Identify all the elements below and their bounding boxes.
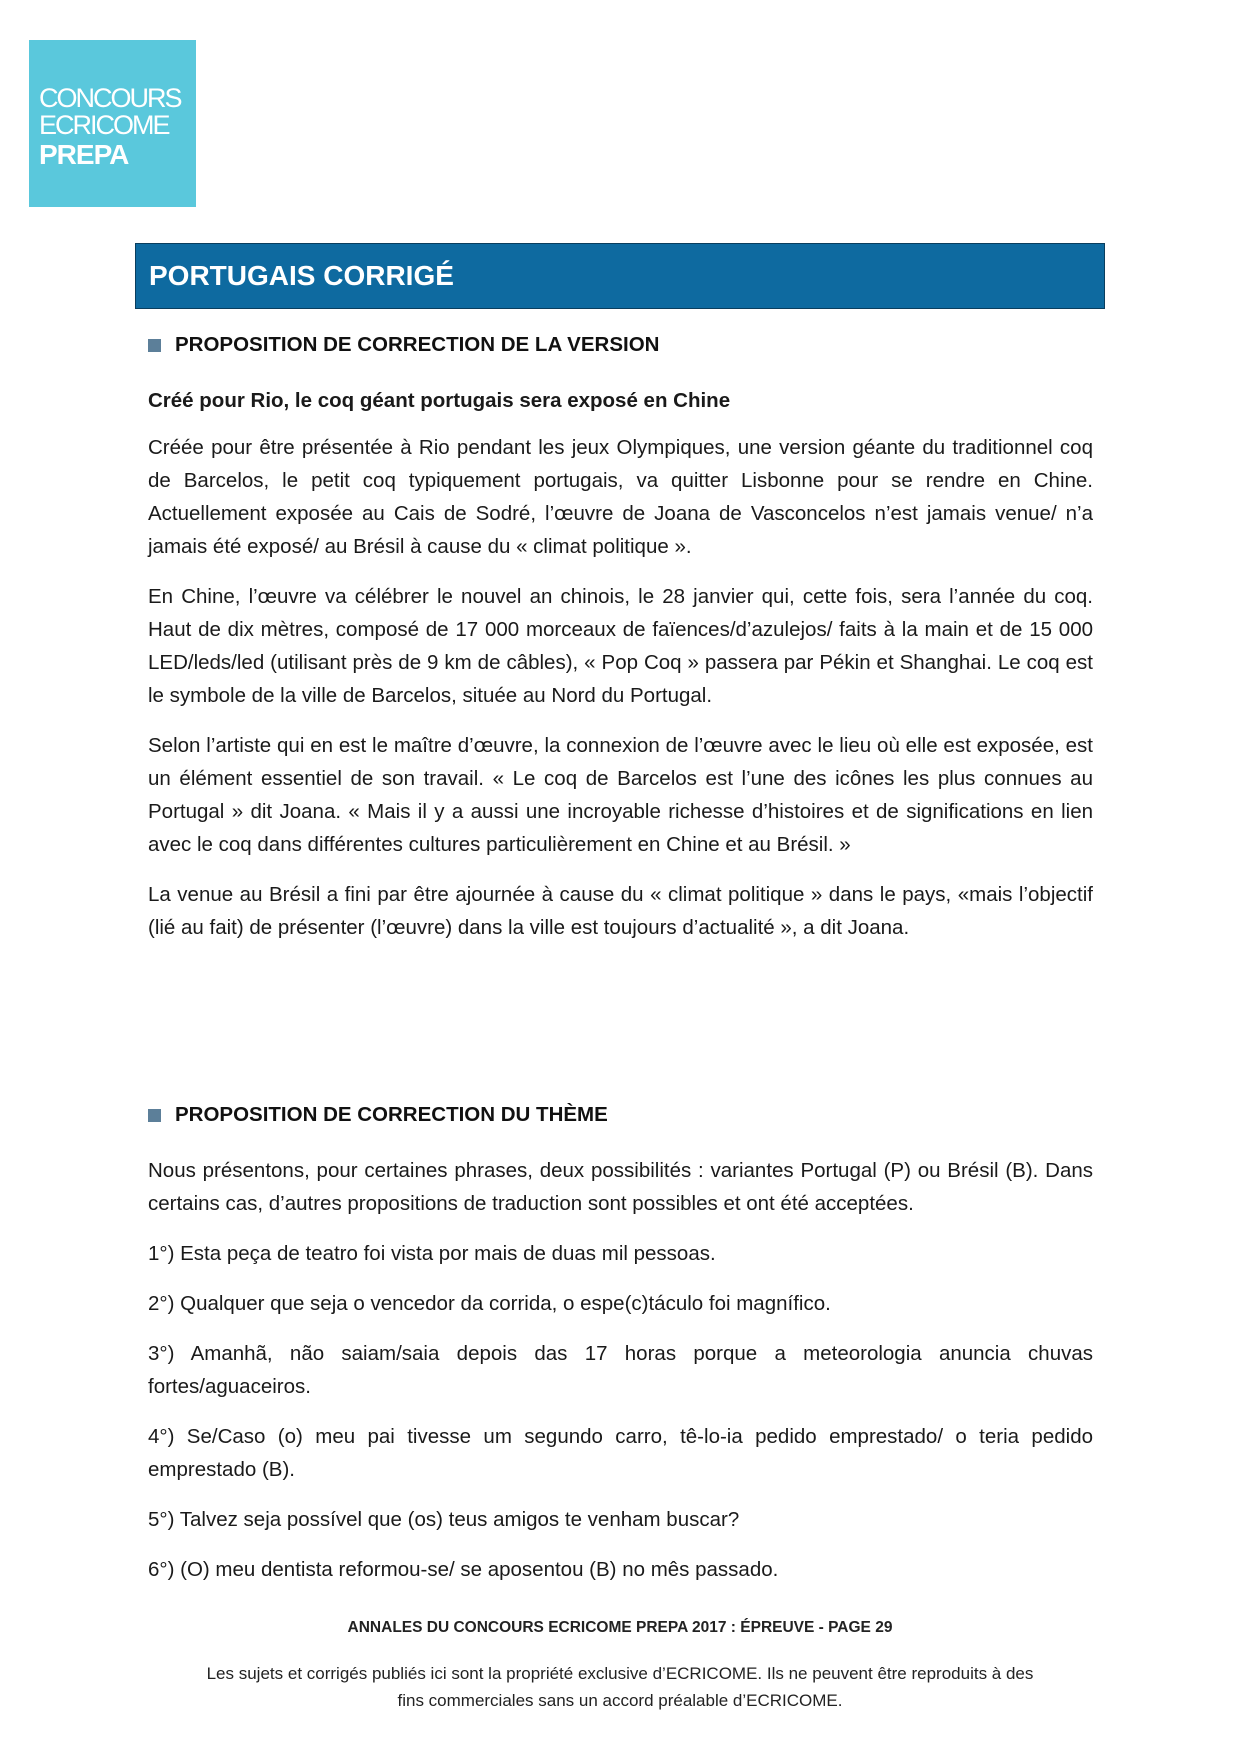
footer-legal-line: Les sujets et corrigés publiés ici sont la propriété exclusive d’ECRICOME. Ils ne peuvent être reproduits à des	[206, 1664, 1034, 1683]
version-content	[148, 384, 1093, 961]
square-bullet-icon	[148, 339, 161, 352]
version-subtitle: Créé pour Rio, le coq géant portugais sera exposé en Chine	[148, 389, 731, 412]
theme-heading-text: PROPOSITION DE CORRECTION DU THÈME	[175, 1103, 608, 1126]
version-section-heading	[148, 333, 659, 357]
logo-line-prepa: PREPA	[39, 139, 129, 170]
footer-legal-line: fins commerciales sans un accord préalable d’ECRICOME.	[397, 1691, 843, 1710]
theme-item: 1°) Esta peça de teatro foi vista por mais de duas mil pessoas.	[148, 1242, 716, 1265]
concours-ecricome-logo	[29, 40, 196, 207]
theme-item: 6°) (O) meu dentista reformou-se/ se aposentou (B) no mês passado.	[148, 1558, 779, 1581]
version-paragraph: En Chine, l’œuvre va célébrer le nouvel an chinois, le 28 janvier qui, cette fois, sera l’année du coq. Haut de dix mètres, composé de 17 000 morceaux de faïences/d’azulejos/ faits à la main et de 15 000 LED/leds/led (utilisant près de 9 km de câbles), « Pop Coq » passera par Pékin et Shanghai. Le coq est le symbole de la ville de Barcelos, située au Nord du Portugal.	[148, 585, 1093, 707]
theme-content	[148, 1154, 1093, 1603]
logo-line-ecricome: ECRICOME	[39, 110, 169, 140]
page-title: PORTUGAIS CORRIGÉ	[149, 260, 454, 291]
square-bullet-icon	[148, 1109, 161, 1122]
theme-item: 5°) Talvez seja possível que (os) teus amigos te venham buscar?	[148, 1508, 740, 1531]
version-paragraph: La venue au Brésil a fini par être ajournée à cause du « climat politique » dans le pays, «mais l’objectif (lié au fait) de présenter (l’œuvre) dans la ville est toujours d’actualité », a dit Joana.	[148, 883, 1093, 939]
theme-item: 2°) Qualquer que seja o vencedor da corrida, o espe(c)táculo foi magnífico.	[148, 1292, 831, 1315]
page-title-bar	[135, 243, 1105, 309]
logo-line-concours: CONCOURS	[39, 83, 181, 113]
theme-item: 3°) Amanhã, não saiam/saia depois das 17 horas porque a meteorologia anuncia chuvas fortes/aguaceiros.	[148, 1342, 1093, 1398]
version-heading-text: PROPOSITION DE CORRECTION DE LA VERSION	[175, 333, 660, 356]
version-paragraph: Créée pour être présentée à Rio pendant les jeux Olympiques, une version géante du traditionnel coq de Barcelos, le petit coq typiquement portugais, va quitter Lisbonne pour se rendre en Chine. Actuellement exposée au Cais de Sodré, l’œuvre de Joana de Vasconcelos n’est jamais venue/ n’a jamais été exposé/ au Brésil à cause du « climat politique ».	[148, 436, 1093, 558]
footer-legal-notice	[0, 1660, 1240, 1714]
theme-section-heading	[148, 1103, 608, 1127]
version-paragraph: Selon l’artiste qui en est le maître d’œuvre, la connexion de l’œuvre avec le lieu où elle est exposée, est un élément essentiel de son travail. « Le coq de Barcelos est l’une des icônes les plus connues au Portugal » dit Joana. « Mais il y a aussi une incroyable richesse d’histoires et de significations en lien avec le coq dans différentes cultures particulièrement en Chine et au Brésil. »	[148, 734, 1093, 856]
theme-intro: Nous présentons, pour certaines phrases, deux possibilités : variantes Portugal (P) ou Brésil (B). Dans certains cas, d’autres propositions de traduction sont possibles et ont été acceptées.	[148, 1159, 1093, 1215]
theme-item: 4°) Se/Caso (o) meu pai tivesse um segundo carro, tê-lo-ia pedido emprestado/ o teria pedido emprestado (B).	[148, 1425, 1093, 1481]
footer-page-label: ANNALES DU CONCOURS ECRICOME PREPA 2017 : ÉPREUVE - PAGE 29	[347, 1619, 893, 1636]
